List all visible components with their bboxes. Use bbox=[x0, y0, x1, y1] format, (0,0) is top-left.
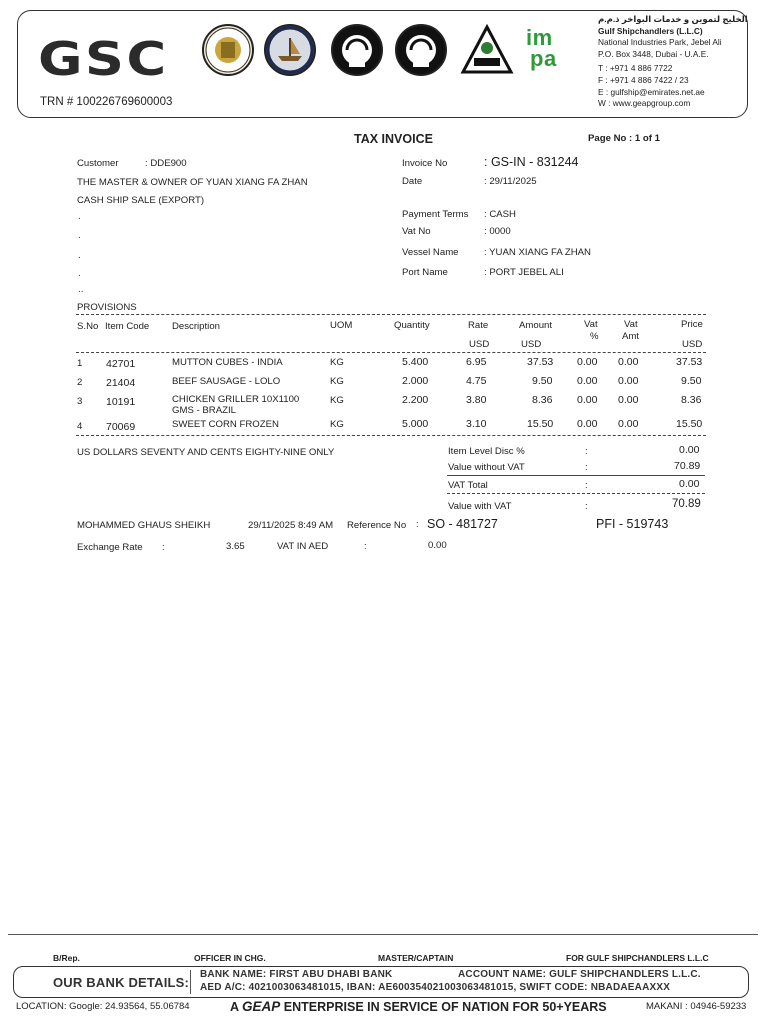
company-arabic-name: الخليج لتموين و خدمات البواخر ذ.م.م bbox=[598, 14, 748, 24]
company-tel: T : +971 4 886 7722 bbox=[598, 63, 673, 74]
row-2-vat-pct: 0.00 bbox=[577, 375, 598, 387]
row-2-code: 21404 bbox=[106, 377, 136, 389]
customer-label: Customer bbox=[77, 158, 119, 169]
table-bottom-rule bbox=[76, 435, 706, 436]
unssa-icon bbox=[264, 24, 316, 76]
company-email: E : gulfship@emirates.net.ae bbox=[598, 86, 705, 97]
address-bullet: . bbox=[78, 250, 81, 261]
table-top-rule bbox=[76, 314, 706, 315]
row-2-amount: 9.50 bbox=[532, 375, 553, 387]
company-contact-block bbox=[598, 14, 748, 110]
price-currency: USD bbox=[682, 339, 703, 350]
row-4-vat-pct: 0.00 bbox=[577, 418, 598, 430]
salesman-name: MOHAMMED GHAUS SHEIKH bbox=[77, 520, 211, 531]
footer-divider bbox=[8, 934, 758, 935]
amount-currency: USD bbox=[521, 339, 542, 350]
disc-colon: : bbox=[585, 446, 588, 457]
row-1-uom: KG bbox=[330, 357, 344, 368]
col-header-uom: UOM bbox=[330, 320, 353, 331]
customer-name: THE MASTER & OWNER OF YUAN XIANG FA ZHAN bbox=[77, 177, 308, 188]
row-4-code: 70069 bbox=[106, 421, 136, 433]
company-address-2: P.O. Box 3448, Dubai - U.A.E. bbox=[598, 48, 709, 59]
exchange-rate-label: Exchange Rate bbox=[77, 542, 143, 553]
date-value: : 29/11/2025 bbox=[484, 176, 537, 187]
signature-company: FOR GULF SHIPCHANDLERS L.L.C bbox=[566, 953, 709, 963]
address-bullet: .. bbox=[78, 284, 84, 295]
shipsuppliers-association-icon bbox=[202, 24, 254, 76]
row-3-desc-line-2: GMS - BRAZIL bbox=[172, 405, 236, 416]
amount-in-words: US DOLLARS SEVENTY AND CENTS EIGHTY-NINE ONLY bbox=[77, 447, 335, 458]
section-title: PROVISIONS bbox=[77, 302, 137, 313]
row-1-qty: 5.400 bbox=[402, 356, 429, 368]
row-1-amount: 37.53 bbox=[527, 356, 554, 368]
issue-timestamp: 29/11/2025 8:49 AM bbox=[248, 520, 334, 531]
payment-terms-label: Payment Terms bbox=[402, 209, 469, 220]
row-4-desc: SWEET CORN FROZEN bbox=[172, 419, 279, 430]
col-header-price: Price bbox=[681, 319, 703, 330]
disc-value: 0.00 bbox=[679, 444, 700, 456]
col-header-vat-amt: Vat bbox=[624, 319, 638, 330]
row-2-price: 9.50 bbox=[681, 375, 702, 387]
makani-number: MAKANI : 04946-59233 bbox=[646, 1001, 747, 1012]
col-header-vat-amt-2: Amt bbox=[622, 331, 640, 342]
row-2-sno: 2 bbox=[77, 377, 83, 388]
bank-details-title: OUR BANK DETAILS: bbox=[53, 975, 190, 990]
row-4-uom: KG bbox=[330, 419, 344, 430]
vat-aed-colon: : bbox=[364, 541, 367, 552]
row-3-sno: 3 bbox=[77, 396, 83, 407]
trn-number: TRN # 100226769600003 bbox=[40, 96, 173, 108]
pfi-number: PFI - 519743 bbox=[596, 517, 669, 531]
account-name: ACCOUNT NAME: GULF SHIPCHANDLERS L.L.C. bbox=[458, 969, 701, 980]
dac-icon bbox=[460, 24, 514, 78]
company-address-1: National Industries Park, Jebel Ali bbox=[598, 37, 722, 48]
col-header-desc: Description bbox=[172, 321, 220, 332]
row-1-desc: MUTTON CUBES - INDIA bbox=[172, 357, 283, 368]
col-header-vat-pct-sign: % bbox=[590, 331, 599, 342]
gsc-logo: GSC bbox=[38, 32, 169, 86]
bank-name: BANK NAME: FIRST ABU DHABI BANK bbox=[200, 969, 393, 980]
haccp-icon bbox=[331, 24, 383, 76]
rate-currency: USD bbox=[469, 339, 490, 350]
row-1-vat-amt: 0.00 bbox=[618, 356, 639, 368]
address-bullet: . bbox=[78, 230, 81, 241]
row-2-qty: 2.000 bbox=[402, 375, 429, 387]
enterprise-prefix: A bbox=[230, 1000, 243, 1014]
row-4-rate: 3.10 bbox=[466, 418, 487, 430]
address-bullet: . bbox=[78, 211, 81, 222]
table-header-rule bbox=[76, 352, 706, 353]
col-header-vat-pct: Vat bbox=[584, 319, 598, 330]
row-4-sno: 4 bbox=[77, 421, 83, 432]
bank-details-separator bbox=[190, 970, 191, 994]
bank-account-details: AED A/C: 4021003063481015, IBAN: AE600354021003063481015, SWIFT CODE: NBADAEAAXXX bbox=[200, 982, 671, 993]
row-1-rate: 6.95 bbox=[466, 356, 487, 368]
vessel-label: Vessel Name bbox=[402, 247, 459, 258]
value-without-vat-colon: : bbox=[585, 462, 588, 473]
row-3-vat-amt: 0.00 bbox=[618, 394, 639, 406]
row-2-desc: BEEF SAUSAGE - LOLO bbox=[172, 376, 281, 387]
address-bullet: . bbox=[78, 268, 81, 279]
disc-label: Item Level Disc % bbox=[448, 446, 525, 457]
row-3-rate: 3.80 bbox=[466, 394, 487, 406]
invoice-no-value: : GS-IN - 831244 bbox=[484, 155, 579, 169]
vat-total-label: VAT Total bbox=[448, 480, 488, 491]
reference-colon: : bbox=[416, 519, 419, 530]
signature-brep: B/Rep. bbox=[53, 953, 80, 963]
row-2-vat-amt: 0.00 bbox=[618, 375, 639, 387]
row-3-vat-pct: 0.00 bbox=[577, 394, 598, 406]
row-1-code: 42701 bbox=[106, 358, 136, 370]
payment-terms-value: : CASH bbox=[484, 209, 516, 220]
row-4-price: 15.50 bbox=[676, 418, 703, 430]
vat-aed-value: 0.00 bbox=[428, 540, 447, 551]
value-with-vat: 70.89 bbox=[672, 498, 701, 510]
customer-type: CASH SHIP SALE (EXPORT) bbox=[77, 195, 205, 206]
col-header-code: Item Code bbox=[105, 321, 150, 332]
row-3-price: 8.36 bbox=[681, 394, 702, 406]
row-3-uom: KG bbox=[330, 395, 344, 406]
company-name: Gulf Shipchandlers (L.L.C) bbox=[598, 25, 703, 36]
row-2-uom: KG bbox=[330, 376, 344, 387]
vat-no-label: Vat No bbox=[402, 226, 431, 237]
col-header-rate: Rate bbox=[468, 320, 489, 331]
vessel-value: : YUAN XIANG FA ZHAN bbox=[484, 247, 591, 258]
value-with-vat-colon: : bbox=[585, 501, 588, 512]
enterprise-suffix: ENTERPRISE IN SERVICE OF NATION FOR 50+YEARS bbox=[280, 1000, 607, 1014]
value-without-vat: 70.89 bbox=[674, 460, 701, 472]
location-coordinates: LOCATION: Google: 24.93564, 55.06784 bbox=[16, 1001, 190, 1012]
value-without-vat-label: Value without VAT bbox=[448, 462, 525, 473]
impa-text-bottom: pa bbox=[530, 46, 557, 71]
reference-label: Reference No bbox=[347, 520, 407, 531]
vat-total-colon: : bbox=[585, 480, 588, 491]
page-number: Page No : 1 of 1 bbox=[588, 133, 660, 144]
customer-code: : DDE900 bbox=[145, 158, 187, 169]
vat-aed-label: VAT IN AED bbox=[277, 541, 329, 552]
geap-wordmark: GEAP bbox=[242, 999, 281, 1014]
col-header-qty: Quantity bbox=[394, 320, 430, 331]
row-1-vat-pct: 0.00 bbox=[577, 356, 598, 368]
impa-text-top: im bbox=[526, 25, 553, 50]
impa-logo bbox=[522, 25, 572, 76]
vat-no-value: : 0000 bbox=[484, 226, 511, 237]
row-3-qty: 2.200 bbox=[402, 394, 429, 406]
enterprise-tagline bbox=[230, 999, 607, 1014]
exchange-rate-colon: : bbox=[162, 542, 165, 553]
reference-value: SO - 481727 bbox=[427, 517, 498, 531]
company-fax: F : +971 4 886 7422 / 23 bbox=[598, 74, 689, 85]
row-3-desc: CHICKEN GRILLER 10X1100 bbox=[172, 394, 300, 405]
row-1-price: 37.53 bbox=[676, 356, 703, 368]
invoice-no-label: Invoice No bbox=[402, 158, 448, 169]
port-value: : PORT JEBEL ALI bbox=[484, 267, 564, 278]
row-4-qty: 5.000 bbox=[402, 418, 429, 430]
value-with-vat-label: Value with VAT bbox=[448, 501, 512, 512]
signature-officer: OFFICER IN CHG. bbox=[194, 953, 266, 963]
row-4-vat-amt: 0.00 bbox=[618, 418, 639, 430]
signature-master: MASTER/CAPTAIN bbox=[378, 953, 454, 963]
totals-rule bbox=[447, 475, 705, 476]
row-4-amount: 15.50 bbox=[527, 418, 554, 430]
vat-total-value: 0.00 bbox=[679, 478, 700, 490]
row-3-amount: 8.36 bbox=[532, 394, 553, 406]
row-1-sno: 1 bbox=[77, 358, 83, 369]
row-2-rate: 4.75 bbox=[466, 375, 487, 387]
iso-9001-icon bbox=[395, 24, 447, 76]
document-title: TAX INVOICE bbox=[354, 132, 433, 146]
row-3-code: 10191 bbox=[106, 396, 136, 408]
date-label: Date bbox=[402, 176, 423, 187]
col-header-amount: Amount bbox=[519, 320, 553, 331]
totals-dashed-rule bbox=[447, 493, 705, 494]
port-label: Port Name bbox=[402, 267, 448, 278]
company-web: W : www.geapgroup.com bbox=[598, 98, 691, 109]
exchange-rate-value: 3.65 bbox=[226, 541, 245, 552]
col-header-sno: S.No bbox=[77, 321, 99, 332]
